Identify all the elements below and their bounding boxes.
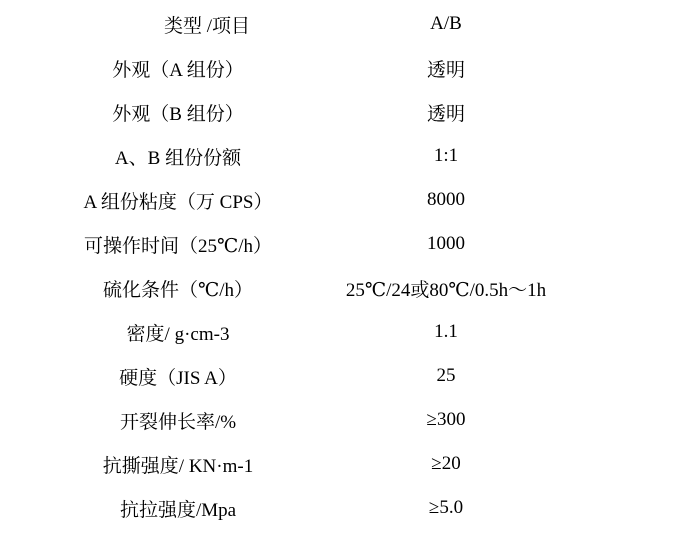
- spec-label: A、B 组份份额: [114, 147, 242, 169]
- spec-label: 外观（B 组份）: [112, 103, 244, 125]
- spec-label: 硫化条件（℃/h）: [102, 279, 254, 301]
- spec-label: A 组份粘度（万 CPS）: [83, 191, 273, 213]
- table-row: [0, 222, 675, 266]
- table-row: [0, 178, 675, 222]
- table-row: [0, 90, 675, 134]
- spec-label: 硬度（JIS A）: [119, 367, 237, 389]
- spec-label: 抗撕强度/ KN·m-1: [102, 455, 254, 477]
- spec-label: 抗拉强度/Mpa: [119, 499, 237, 521]
- header-value: A/B: [430, 13, 462, 34]
- table-row: [0, 134, 675, 178]
- table-row: [0, 442, 675, 486]
- table-header-row: [0, 2, 675, 46]
- spec-value: 8000: [427, 189, 465, 210]
- spec-value: ≥300: [426, 409, 466, 430]
- spec-value: 1:1: [433, 145, 459, 166]
- spec-label: 开裂伸长率/%: [119, 411, 237, 433]
- spec-value: 透明: [426, 103, 465, 125]
- table-row: [0, 354, 675, 398]
- spec-value: 1000: [427, 233, 465, 254]
- spec-label: 可操作时间（25℃/h）: [83, 235, 273, 257]
- table-row: [0, 398, 675, 442]
- spec-value: 透明: [426, 59, 465, 81]
- table-row: [0, 310, 675, 354]
- spec-label: 外观（A 组份）: [112, 59, 244, 81]
- spec-value: 25: [436, 365, 456, 386]
- table-row: [0, 46, 675, 90]
- spec-label: 密度/ g·cm-3: [126, 323, 230, 345]
- spec-value: 1.1: [434, 321, 458, 342]
- spec-value: ≥5.0: [428, 497, 464, 518]
- header-label: 类型 /项目: [163, 15, 251, 37]
- table-row: [0, 486, 675, 530]
- spec-value: ≥20: [431, 453, 461, 474]
- table-row: [0, 266, 675, 310]
- spec-value: 25℃/24或80℃/0.5h～1h: [345, 279, 547, 301]
